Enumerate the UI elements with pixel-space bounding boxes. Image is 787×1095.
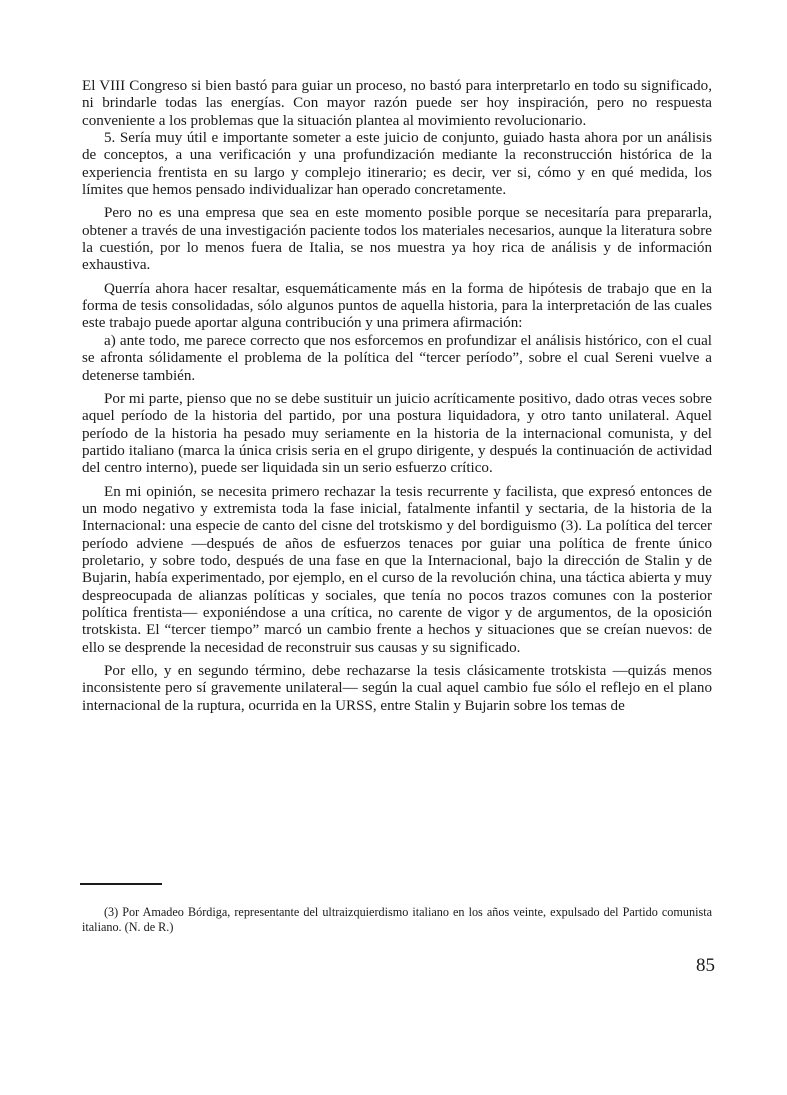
paragraph-hipotesis: Querría ahora hacer resaltar, esquemáticamente más en la forma de hipótesis de trabajo que en la forma de tesis consolidadas, sólo algunos puntos de aquella historia, para la interpretación de las cuales este trabajo puede aportar alguna contribución y una primera afirmación: [82,280,712,332]
paragraph-point-a: a) ante todo, me parece correcto que nos esforcemos en profundizar el análisis histórico, con el cual se afronta sólidamente el problema de la política del “tercer período”, sobre el cual Sereni vuelve a detenerse también. [82,332,712,384]
paragraph-point-5: 5. Sería muy útil e importante someter a este juicio de conjunto, guiado hasta ahora por un análisis de conceptos, a una verificación y una profundización mediante la reconstrucción histórica de la experiencia frentista en su largo y complejo itinerario; es decir, ver si, cómo y en qué medida, los límites que hemos pensado individualizar han operado concretamente. [82,130,712,199]
paragraph-viii-congreso: El VIII Congreso si bien bastó para guiar un proceso, no bastó para interpretarlo en todo su significado, ni brindarle todas las energías. Con mayor razón puede ser hoy inspiración, pero no respuesta conveniente a los problemas que la situación plantea al movimiento revolucionario. [82,78,712,129]
footnote-divider [80,883,162,885]
paragraph-segundo-termino: Por ello, y en segundo término, debe rechazarse la tesis clásicamente trotskista —quizás menos inconsistente pero sí gravemente unilateral— según la cual aquel cambio fue sólo el reflejo en el plano internacional de la ruptura, ocurrida en la URSS, entre Stalin y Bujarin sobre los temas de [82,663,712,714]
paragraph-tercer-periodo: Por mi parte, pienso que no se debe sustituir un juicio acríticamente positivo, dado otras veces sobre aquel período de la historia del partido, por una postura liquidadora, y otro tanto unilateral. Aquel período de la historia ha pesado muy seriamente en la historia de la internacional comunista, y del partido italiano (marca la única crisis seria en el grupo dirigente, y después la continuación de actividad del centro interno), puede ser liquidada sin un serio esfuerzo crítico. [82,390,712,477]
paragraph-empresa: Pero no es una empresa que sea en este momento posible porque se necesitaría para prepararla, obtener a través de una investigación paciente todos los materiales necesarios, aunque la literatura sobre la cuestión, por lo menos fuera de Italia, se nos muestra ya hoy rica de análisis y de información exhaustiva. [82,205,712,274]
page-number: 85 [696,955,715,976]
paragraph-opinion: En mi opinión, se necesita primero rechazar la tesis recurrente y facilista, que expresó entonces de un modo negativo y extremista toda la fase inicial, fatalmente infantil y sectaria, de la historia de la Internacional: una especie de canto del cisne del trotskismo y del bordiguismo (3). La política del tercer período adviene —después de años de esfuerzos tenaces por guiar una política de frente único proletario, y sobre todo, después de una fase en que la Internacional, bajo la dirección de Stalin y de Bujarin, había experimentado, por ejemplo, en el curso de la revolución china, una táctica abierta y muy despreocupada de alianzas políticas y sociales, que tenía no pocos trazos comunes con la posterior política frentista— exponiéndose a una crítica, no carente de vigor y de argumentos, de la oposición trotskista. El “tercer tiempo” marcó un cambio frente a hechos y situaciones que se creían nuevos: de ello se desprende la necesidad de reconstruir sus causas y su significado. [82,483,712,656]
footnote: (3) Por Amadeo Bórdiga, representante del ultraizquierdismo italiano en los años veinte, expulsado del Partido comunista italiano. (N. de R.) [82,905,712,934]
page-body [82,78,712,715]
